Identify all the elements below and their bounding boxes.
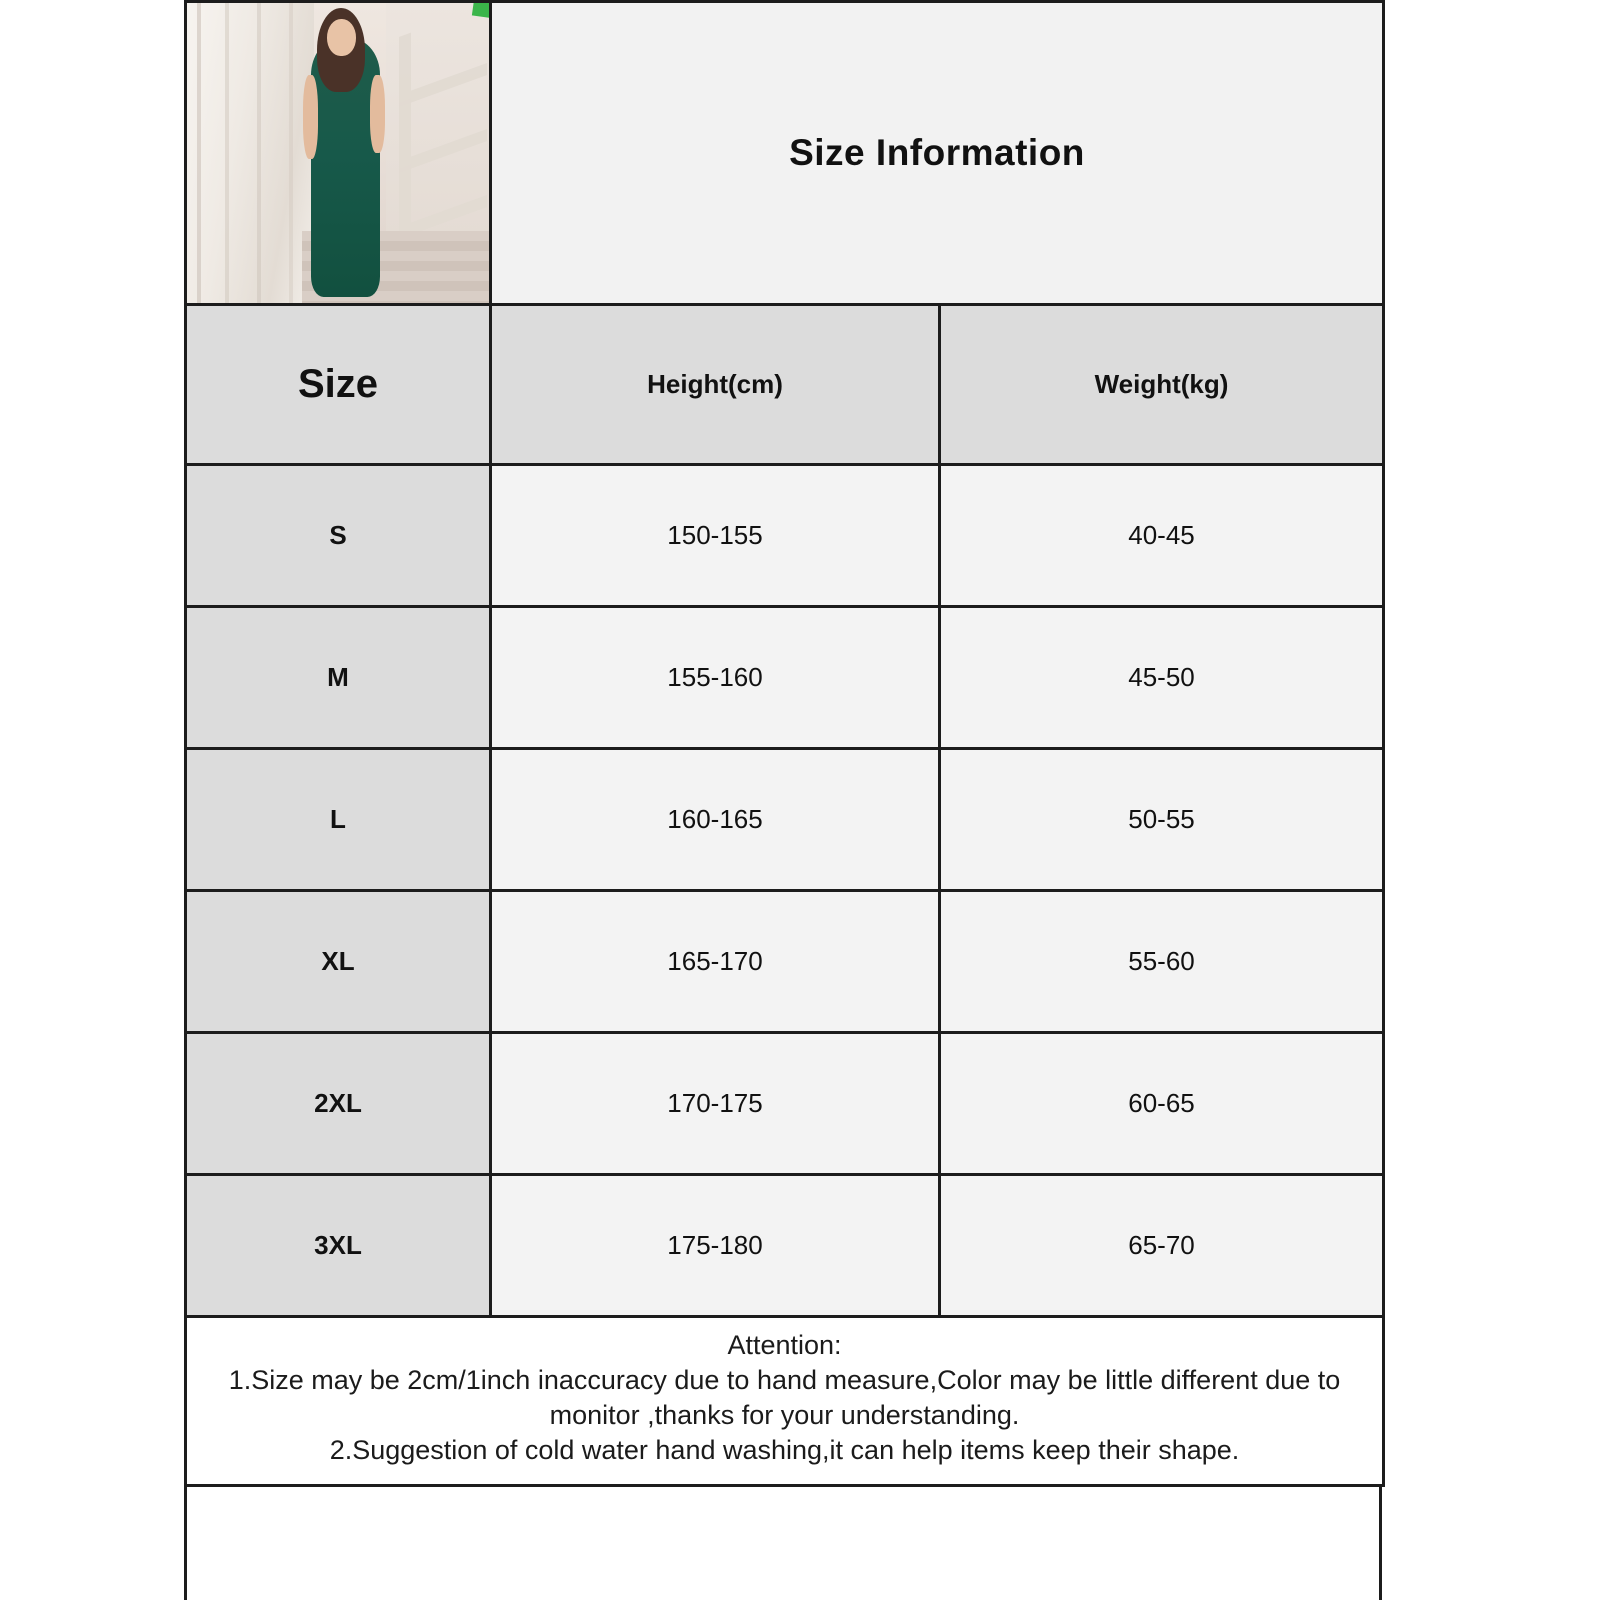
column-header-size: Size xyxy=(186,305,491,465)
cell-size: S xyxy=(186,465,491,607)
cell-height: 160-165 xyxy=(491,749,940,891)
attention-line-1: 1.Size may be 2cm/1inch inaccuracy due to hand measure,Color may be little different due to monitor ,thanks for your understanding. xyxy=(228,1365,1341,1431)
cell-size: 2XL xyxy=(186,1033,491,1175)
attention-row xyxy=(186,1317,1384,1486)
table-header-row xyxy=(186,305,1384,465)
cell-weight: 60-65 xyxy=(940,1033,1384,1175)
column-header-height: Height(cm) xyxy=(491,305,940,465)
curtain-decor xyxy=(187,3,314,303)
cell-weight: 55-60 xyxy=(940,891,1384,1033)
page-title: Size Information xyxy=(491,2,1384,305)
cell-size: 3XL xyxy=(186,1175,491,1317)
size-information-table xyxy=(184,0,1385,1487)
attention-line-2: 2.Suggestion of cold water hand washing,it can help items keep their shape. xyxy=(329,1435,1240,1466)
cell-weight: 45-50 xyxy=(940,607,1384,749)
cell-size: L xyxy=(186,749,491,891)
table-row xyxy=(186,465,1384,607)
model-hair xyxy=(317,8,365,92)
table-row xyxy=(186,1033,1384,1175)
table-row-header-banner xyxy=(186,2,1384,305)
product-photo-cell xyxy=(186,2,491,305)
product-photo xyxy=(187,3,489,303)
column-header-weight: Weight(kg) xyxy=(940,305,1384,465)
attention-block xyxy=(186,1317,1384,1486)
cell-size: XL xyxy=(186,891,491,1033)
cell-height: 155-160 xyxy=(491,607,940,749)
cell-weight: 50-55 xyxy=(940,749,1384,891)
cell-height: 175-180 xyxy=(491,1175,940,1317)
cell-weight: 65-70 xyxy=(940,1175,1384,1317)
cell-height: 150-155 xyxy=(491,465,940,607)
cell-height: 170-175 xyxy=(491,1033,940,1175)
model-arm-right xyxy=(370,75,385,153)
model-arm-left xyxy=(303,75,318,159)
cell-size: M xyxy=(186,607,491,749)
table-row xyxy=(186,607,1384,749)
table-row xyxy=(186,1175,1384,1317)
table-row xyxy=(186,749,1384,891)
cell-weight: 40-45 xyxy=(940,465,1384,607)
green-corner-marker xyxy=(472,2,491,19)
cell-height: 165-170 xyxy=(491,891,940,1033)
table-row xyxy=(186,891,1384,1033)
attention-heading: Attention: xyxy=(727,1330,842,1360)
